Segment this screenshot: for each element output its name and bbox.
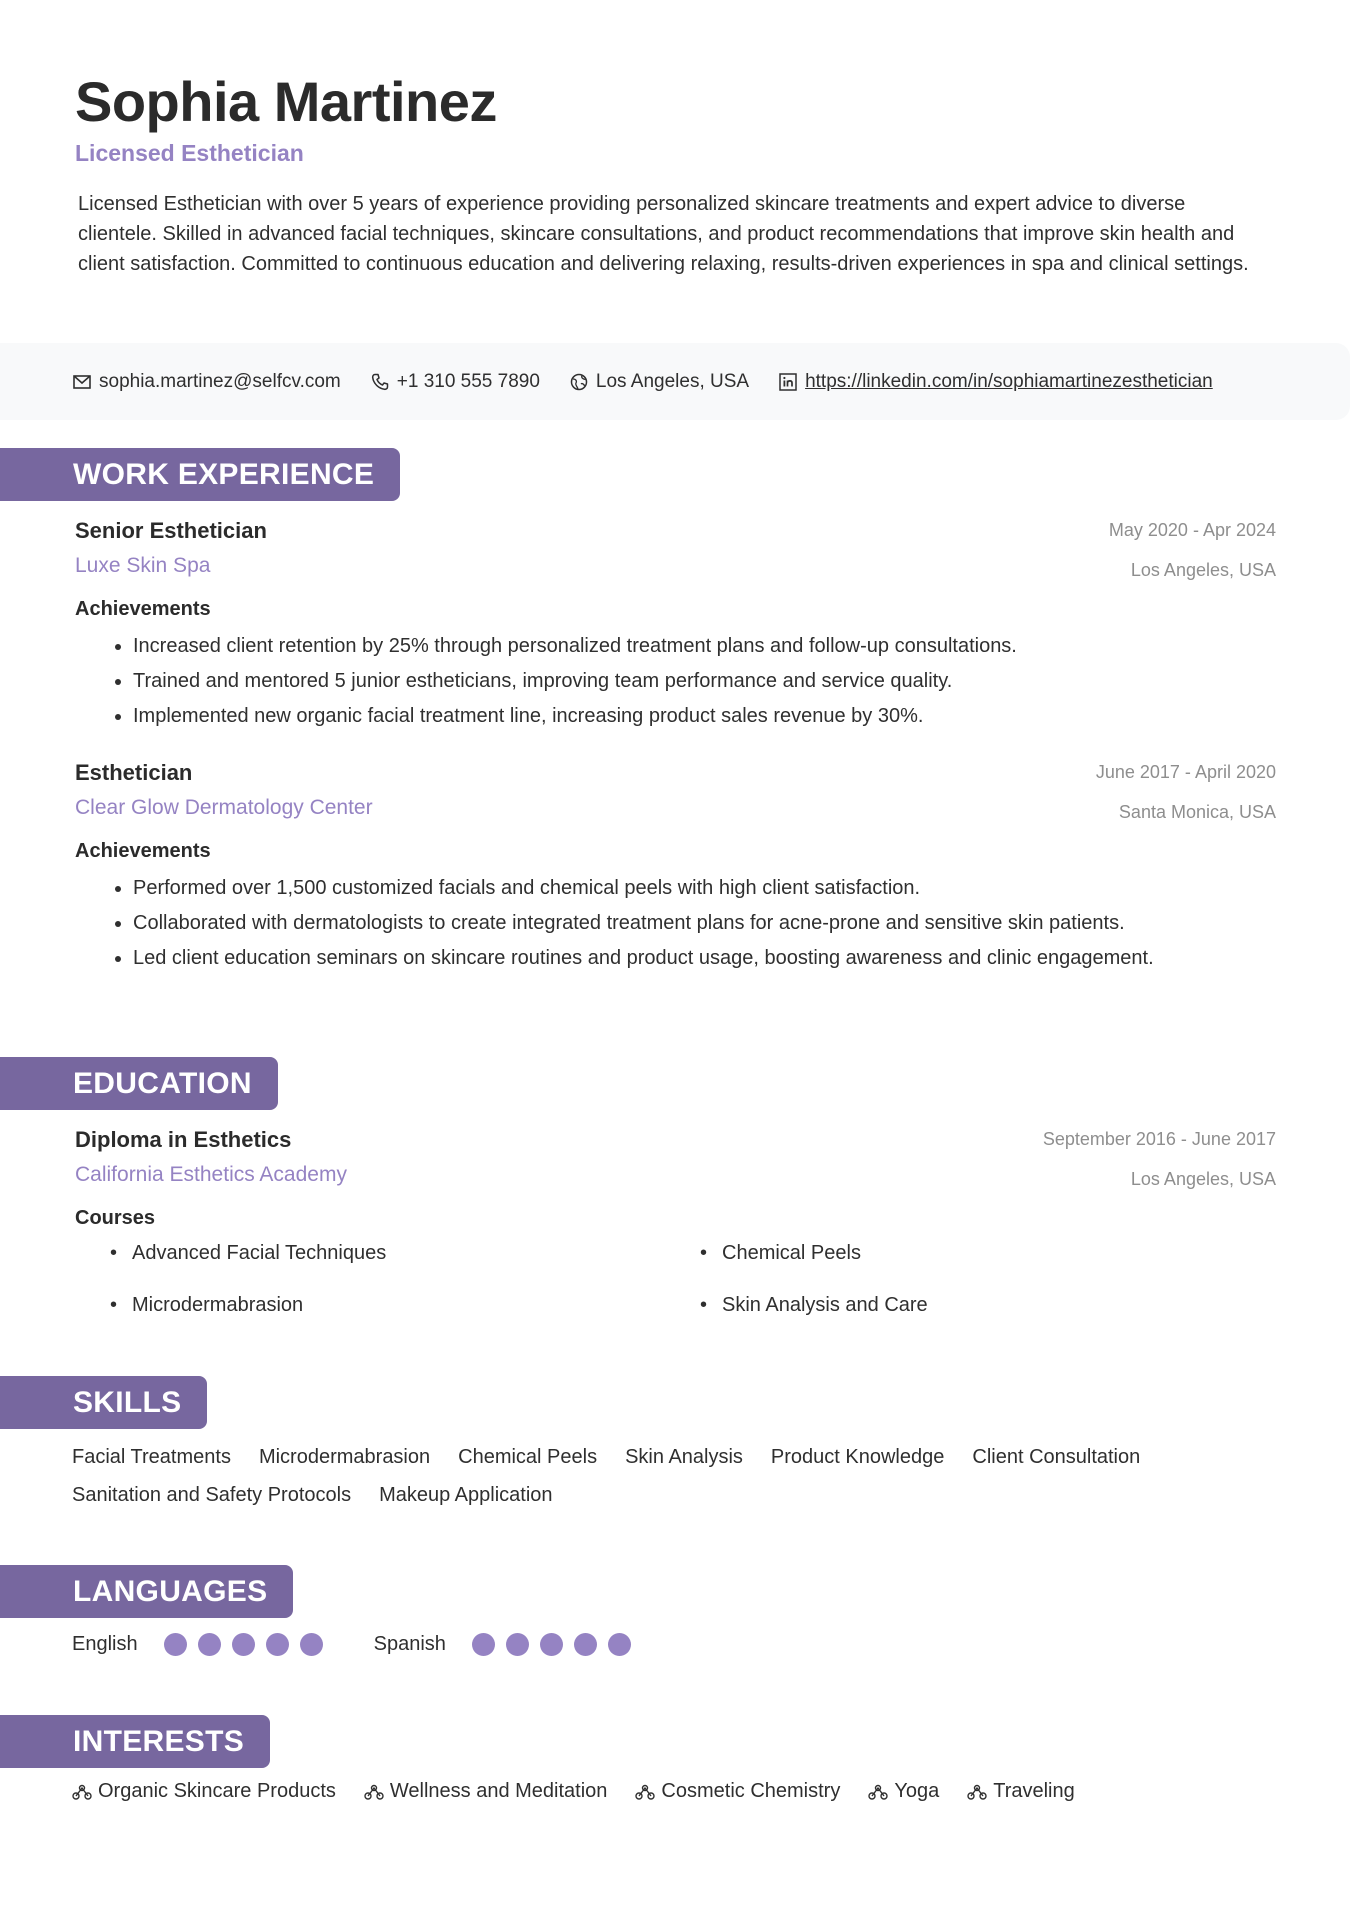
globe-icon <box>570 373 588 391</box>
email-text: sophia.martinez@selfcv.com <box>99 370 341 392</box>
list-item: • Performed over 1,500 customized facials and chemical peels with high client satisfaction. <box>133 873 1276 903</box>
section-languages: LANGUAGES <box>0 1565 293 1618</box>
level-dot <box>164 1633 187 1656</box>
course-list <box>75 1238 1276 1342</box>
work-entry-1 <box>75 518 1276 736</box>
section-interests: INTERESTS <box>0 1715 270 1768</box>
skill-item: Facial Treatments <box>72 1446 231 1468</box>
work-1-achievements <box>75 631 1276 731</box>
interest-item <box>967 1780 1075 1803</box>
education-location: Los Angeles, USA <box>1130 1169 1276 1189</box>
resume-header <box>0 0 1350 279</box>
education-dates: September 2016 - June 2017 <box>1042 1129 1276 1149</box>
skills-list <box>72 1438 1302 1514</box>
interest-icon <box>364 1784 384 1800</box>
interest-icon <box>72 1784 92 1800</box>
interest-item <box>868 1780 939 1803</box>
level-dot <box>198 1633 221 1656</box>
work-2-company: Clear Glow Dermatology Center <box>75 796 373 819</box>
work-1-achievements-head: Achievements <box>75 598 211 620</box>
candidate-name: Sophia Martinez <box>75 70 497 133</box>
languages-list <box>72 1633 682 1656</box>
level-dot <box>472 1633 495 1656</box>
interest-label: Traveling <box>993 1780 1075 1802</box>
contact-email[interactable] <box>73 371 341 393</box>
list-item: • Advanced Facial Techniques <box>75 1238 665 1268</box>
education-courses-head: Courses <box>75 1207 156 1229</box>
skill-item: Product Knowledge <box>770 1446 945 1468</box>
location-text: Los Angeles, USA <box>595 370 750 392</box>
interests-list <box>72 1780 1103 1803</box>
work-entry-2 <box>75 760 1276 978</box>
contact-linkedin[interactable] <box>779 371 1213 393</box>
interest-item <box>635 1780 840 1803</box>
work-2-dates: June 2017 - April 2020 <box>1095 762 1276 782</box>
list-item: • Implemented new organic facial treatment line, increasing product sales revenue by 30%. <box>133 701 1276 731</box>
level-dot <box>266 1633 289 1656</box>
list-item: • Collaborated with dermatologists to create integrated treatment plans for acne-prone and sensitive skin patients. <box>133 908 1276 938</box>
linkedin-link[interactable]: https://linkedin.com/in/sophiamartinezesthetician <box>805 370 1213 392</box>
level-dot <box>300 1633 323 1656</box>
linkedin-icon <box>779 373 797 391</box>
work-1-location: Los Angeles, USA <box>1130 560 1276 580</box>
skill-item: Microdermabrasion <box>258 1446 431 1468</box>
section-skills: SKILLS <box>0 1376 207 1429</box>
language-english: English <box>72 1633 138 1655</box>
contact-bar <box>0 343 1350 420</box>
education-school: California Esthetics Academy <box>75 1163 347 1186</box>
skill-item: Sanitation and Safety Protocols <box>72 1484 352 1506</box>
list-item: • Chemical Peels <box>665 1238 1255 1268</box>
interest-label: Yoga <box>894 1780 940 1802</box>
interest-icon <box>635 1784 655 1800</box>
language-level-spanish <box>472 1633 642 1656</box>
level-dot <box>232 1633 255 1656</box>
section-education: EDUCATION <box>0 1057 278 1110</box>
phone-text: +1 310 555 7890 <box>396 370 540 392</box>
interest-item <box>364 1780 608 1803</box>
level-dot <box>574 1633 597 1656</box>
list-item: • Trained and mentored 5 junior estheticians, improving team performance and service quality. <box>133 666 1276 696</box>
work-1-title: Senior Esthetician <box>75 518 267 543</box>
work-2-title: Esthetician <box>75 760 193 785</box>
section-work-experience: WORK EXPERIENCE <box>0 448 400 501</box>
interest-label: Organic Skincare Products <box>98 1780 336 1802</box>
education-degree: Diploma in Esthetics <box>75 1127 292 1152</box>
interest-icon <box>868 1784 888 1800</box>
list-item: • Led client education seminars on skincare routines and product usage, boosting awareness and clinic engagement. <box>133 943 1276 973</box>
level-dot <box>540 1633 563 1656</box>
contact-phone[interactable] <box>371 371 540 393</box>
work-1-dates: May 2020 - Apr 2024 <box>1108 520 1276 540</box>
interest-item <box>72 1780 336 1803</box>
interest-label: Cosmetic Chemistry <box>661 1780 841 1802</box>
skill-item: Skin Analysis <box>625 1446 743 1468</box>
work-2-achievements <box>75 873 1276 973</box>
list-item: • Skin Analysis and Care <box>665 1290 1255 1320</box>
skill-item: Client Consultation <box>972 1446 1141 1468</box>
language-level-english <box>164 1633 334 1656</box>
mail-icon <box>73 375 91 389</box>
level-dot <box>506 1633 529 1656</box>
skill-item: Chemical Peels <box>458 1446 598 1468</box>
list-item: • Increased client retention by 25% through personalized treatment plans and follow-up consultations. <box>133 631 1276 661</box>
phone-icon <box>371 373 389 391</box>
language-spanish: Spanish <box>373 1633 446 1655</box>
profile-summary: Licensed Esthetician with over 5 years of experience providing personalized skincare treatments and expert advice to diverse clientele. Skilled in advanced facial techniques, skincare consultations, and product recommendations that improve skin health and client satisfaction. Committed to continuous education and delivering relaxing, results-driven experiences in spa and clinical settings. <box>78 193 1249 275</box>
work-1-company: Luxe Skin Spa <box>75 554 211 577</box>
work-2-location: Santa Monica, USA <box>1118 802 1276 822</box>
level-dot <box>608 1633 631 1656</box>
list-item: • Microdermabrasion <box>75 1290 665 1320</box>
work-2-achievements-head: Achievements <box>75 840 211 862</box>
contact-location <box>570 371 749 393</box>
job-title: Licensed Esthetician <box>75 140 304 166</box>
interest-icon <box>967 1784 987 1800</box>
education-entry <box>75 1127 1276 1342</box>
skill-item: Makeup Application <box>379 1484 553 1506</box>
interest-label: Wellness and Meditation <box>389 1780 608 1802</box>
